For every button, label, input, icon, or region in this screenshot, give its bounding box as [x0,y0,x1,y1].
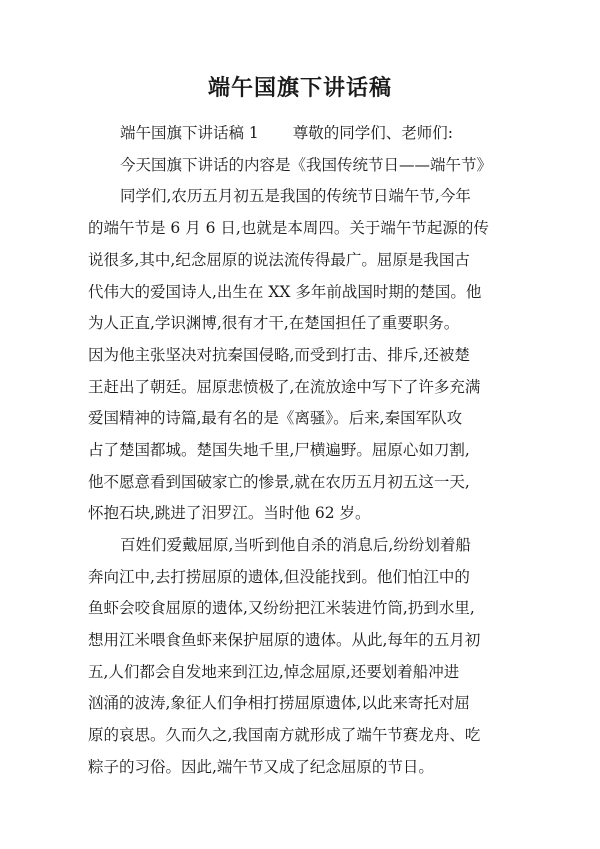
paragraph-line: 百姓们爱戴屈原,当听到他自杀的消息后,纷纷划着船 [120,536,471,554]
paragraph-line: 同学们,农历五月初五是我国的传统节日端午节,今年 [120,187,471,205]
intro-line [120,123,530,143]
paragraph-line: 代伟大的爱国诗人,出生在 XX 多年前战国时期的楚国。他 [88,283,482,301]
paragraph-line: 鱼虾会咬食屈原的遗体,又纷纷把江米装进竹筒,扔到水里, [88,599,475,617]
paragraph-line: 爱国精神的诗篇,最有名的是《离骚》。后来,秦国军队攻 [88,409,463,427]
intro-salutation: 尊敬的同学们、老师们: [292,124,454,142]
paragraph-line: 今天国旗下讲话的内容是《我国传统节日——端午节》 [120,156,493,174]
paragraph-line: 王赶出了朝廷。屈原悲愤极了,在流放途中写下了许多充满 [88,378,481,396]
paragraph-line: 说很多,其中,纪念屈原的说法流传得最广。屈原是我国古 [88,251,470,269]
paragraph-line: 五,人们都会自发地来到江边,悼念屈原,还要划着船冲进 [88,663,460,681]
paragraph-line: 怀抱石块,跳进了汨罗江。当时他 62 岁。 [88,504,371,522]
paragraph-line: 粽子的习俗。因此,端午节又成了纪念屈原的节日。 [88,758,434,776]
intro-heading: 端午国旗下讲话稿 1 [120,124,259,142]
paragraph-line: 汹涌的波涛,象征人们争相打捞屈原遗体,以此来寄托对屈 [88,694,470,712]
paragraph-line: 的端午节是 6 月 6 日,也就是本周四。关于端午节起源的传 [88,219,489,237]
paragraph-line: 为人正直,学识渊博,很有才干,在楚国担任了重要职务。 [88,314,460,332]
paragraph-line: 原的哀思。久而久之,我国南方就形成了端午节赛龙舟、吃 [88,726,481,744]
paragraph-line: 因为他主张坚决对抗秦国侵略,而受到打击、排斥,还被楚 [88,346,470,364]
paragraph-line: 占了楚国都城。楚国失地千里,尸横遍野。屈原心如刀割, [88,441,470,459]
document-title: 端午国旗下讲话稿 [207,75,392,101]
paragraph-line: 他不愿意看到国破家亡的惨景,就在农历五月初五这一天, [88,473,470,491]
paragraph-line: 想用江米喂食鱼虾来保护屈原的遗体。从此,每年的五月初 [88,631,481,649]
paragraph-line: 奔向江中,去打捞屈原的遗体,但没能找到。他们怕江中的 [88,568,470,586]
